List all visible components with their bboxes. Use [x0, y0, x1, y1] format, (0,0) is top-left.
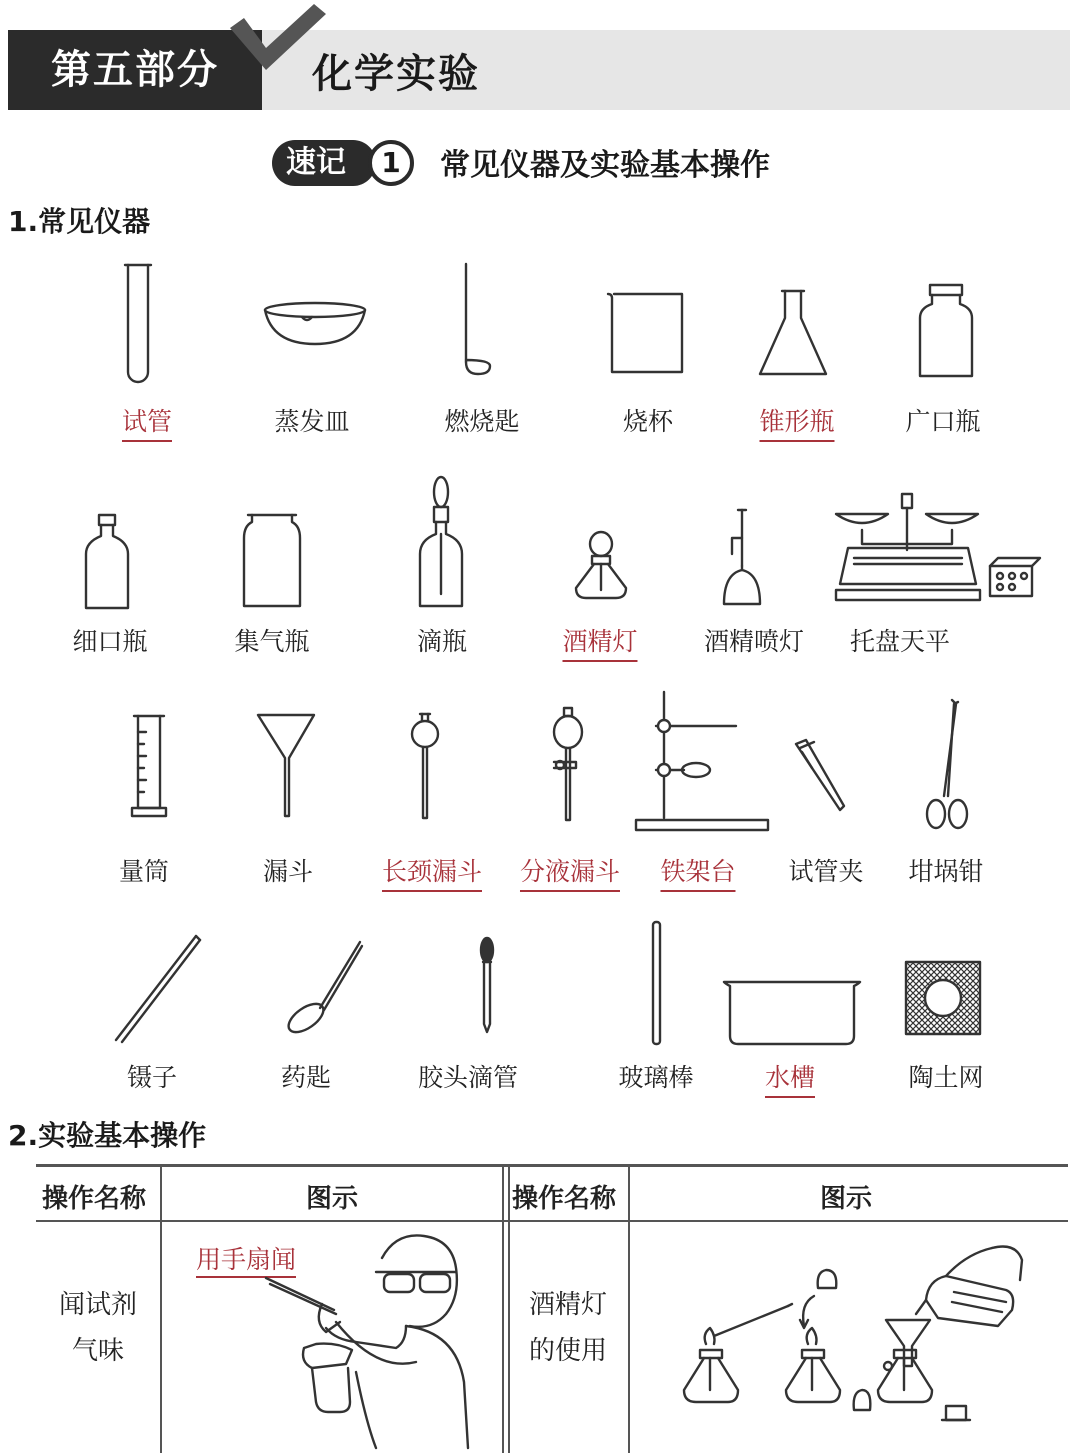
gas-jar-icon	[242, 512, 302, 610]
alcohol-lamp-usage-illustration	[676, 1240, 1056, 1450]
label-glass-rod: 玻璃棒	[618, 1063, 694, 1092]
label-separatory-funnel: 分液漏斗	[520, 852, 620, 892]
test-tube-holder-icon	[792, 738, 846, 816]
label-funnel: 漏斗	[262, 857, 314, 886]
label-tweezers: 镊子	[126, 1063, 178, 1092]
operation-name-smell: 闻试剂 气味	[58, 1290, 137, 1366]
header-diagram-left: 图示	[306, 1184, 359, 1214]
wide-mouth-bottle-icon	[916, 282, 976, 380]
combustion-spoon-icon	[460, 262, 496, 377]
label-wide-mouth-bottle: 广口瓶	[905, 407, 981, 436]
label-ceramic-gauze: 陶土网	[908, 1063, 984, 1092]
crucible-tongs-icon	[920, 696, 974, 836]
water-trough-icon	[722, 978, 862, 1048]
label-alcohol-lamp: 酒精灯	[562, 622, 637, 662]
section-heading: 常见仪器及实验基本操作	[440, 148, 770, 183]
label-conical-flask: 锥形瓶	[759, 402, 834, 442]
medicine-spoon-icon	[282, 938, 366, 1034]
label-water-trough: 水槽	[765, 1058, 815, 1098]
operation-name-alcohol-lamp: 酒精灯 的使用	[528, 1290, 607, 1366]
smelling-reagent-illustration	[256, 1222, 476, 1450]
label-iron-stand: 铁架台	[660, 852, 735, 892]
label-medicine-spoon: 药匙	[280, 1063, 332, 1092]
tray-balance-icon	[830, 492, 1040, 606]
label-beaker: 烧杯	[622, 407, 674, 436]
header-operation-name-right: 操作名称	[512, 1184, 617, 1214]
label-evaporating-dish: 蒸发皿	[274, 407, 350, 436]
header-operation-name-left: 操作名称	[42, 1184, 147, 1214]
label-graduated-cylinder: 量筒	[118, 857, 170, 886]
graduated-cylinder-icon	[130, 712, 170, 820]
label-combustion-spoon: 燃烧匙	[444, 407, 520, 436]
alcohol-lamp-icon	[572, 530, 630, 602]
evaporating-dish-icon	[262, 300, 368, 350]
label-narrow-mouth-bottle: 细口瓶	[72, 627, 148, 656]
header-diagram-right: 图示	[820, 1184, 873, 1214]
label-tray-balance: 托盘天平	[849, 627, 951, 656]
test-tube-icon	[118, 262, 158, 392]
beaker-icon	[606, 290, 688, 376]
label-crucible-tongs: 坩埚钳	[908, 857, 984, 886]
ceramic-gauze-icon	[904, 960, 982, 1036]
fan-smell-note: 用手扇闻	[196, 1240, 296, 1278]
rubber-dropper-icon	[474, 936, 500, 1034]
summary-badge-number: 1	[368, 140, 414, 186]
iron-stand-icon	[632, 690, 774, 836]
label-alcohol-blowtorch: 酒精喷灯	[703, 627, 805, 656]
label-test-tube-holder: 试管夹	[788, 857, 864, 886]
section2-title: 2.实验基本操作	[8, 1119, 207, 1152]
long-neck-funnel-icon	[408, 710, 442, 822]
label-test-tube: 试管	[122, 402, 172, 442]
alcohol-blowtorch-icon	[720, 508, 780, 608]
separatory-funnel-icon	[548, 706, 588, 824]
label-long-neck-funnel: 长颈漏斗	[382, 852, 482, 892]
section1-title: 1.常见仪器	[8, 205, 151, 238]
funnel-icon	[256, 712, 318, 820]
dropper-bottle-icon	[416, 474, 466, 610]
narrow-mouth-bottle-icon	[82, 512, 132, 612]
label-rubber-dropper: 胶头滴管	[417, 1063, 519, 1092]
label-gas-jar: 集气瓶	[234, 627, 310, 656]
page-title: 化学实验	[312, 51, 480, 97]
summary-badge: 速记	[272, 140, 376, 186]
glass-rod-icon	[650, 920, 664, 1046]
label-dropper-bottle: 滴瓶	[416, 627, 468, 656]
part-label: 第五部分	[8, 30, 262, 110]
tweezers-icon	[112, 932, 204, 1046]
conical-flask-icon	[756, 288, 830, 378]
